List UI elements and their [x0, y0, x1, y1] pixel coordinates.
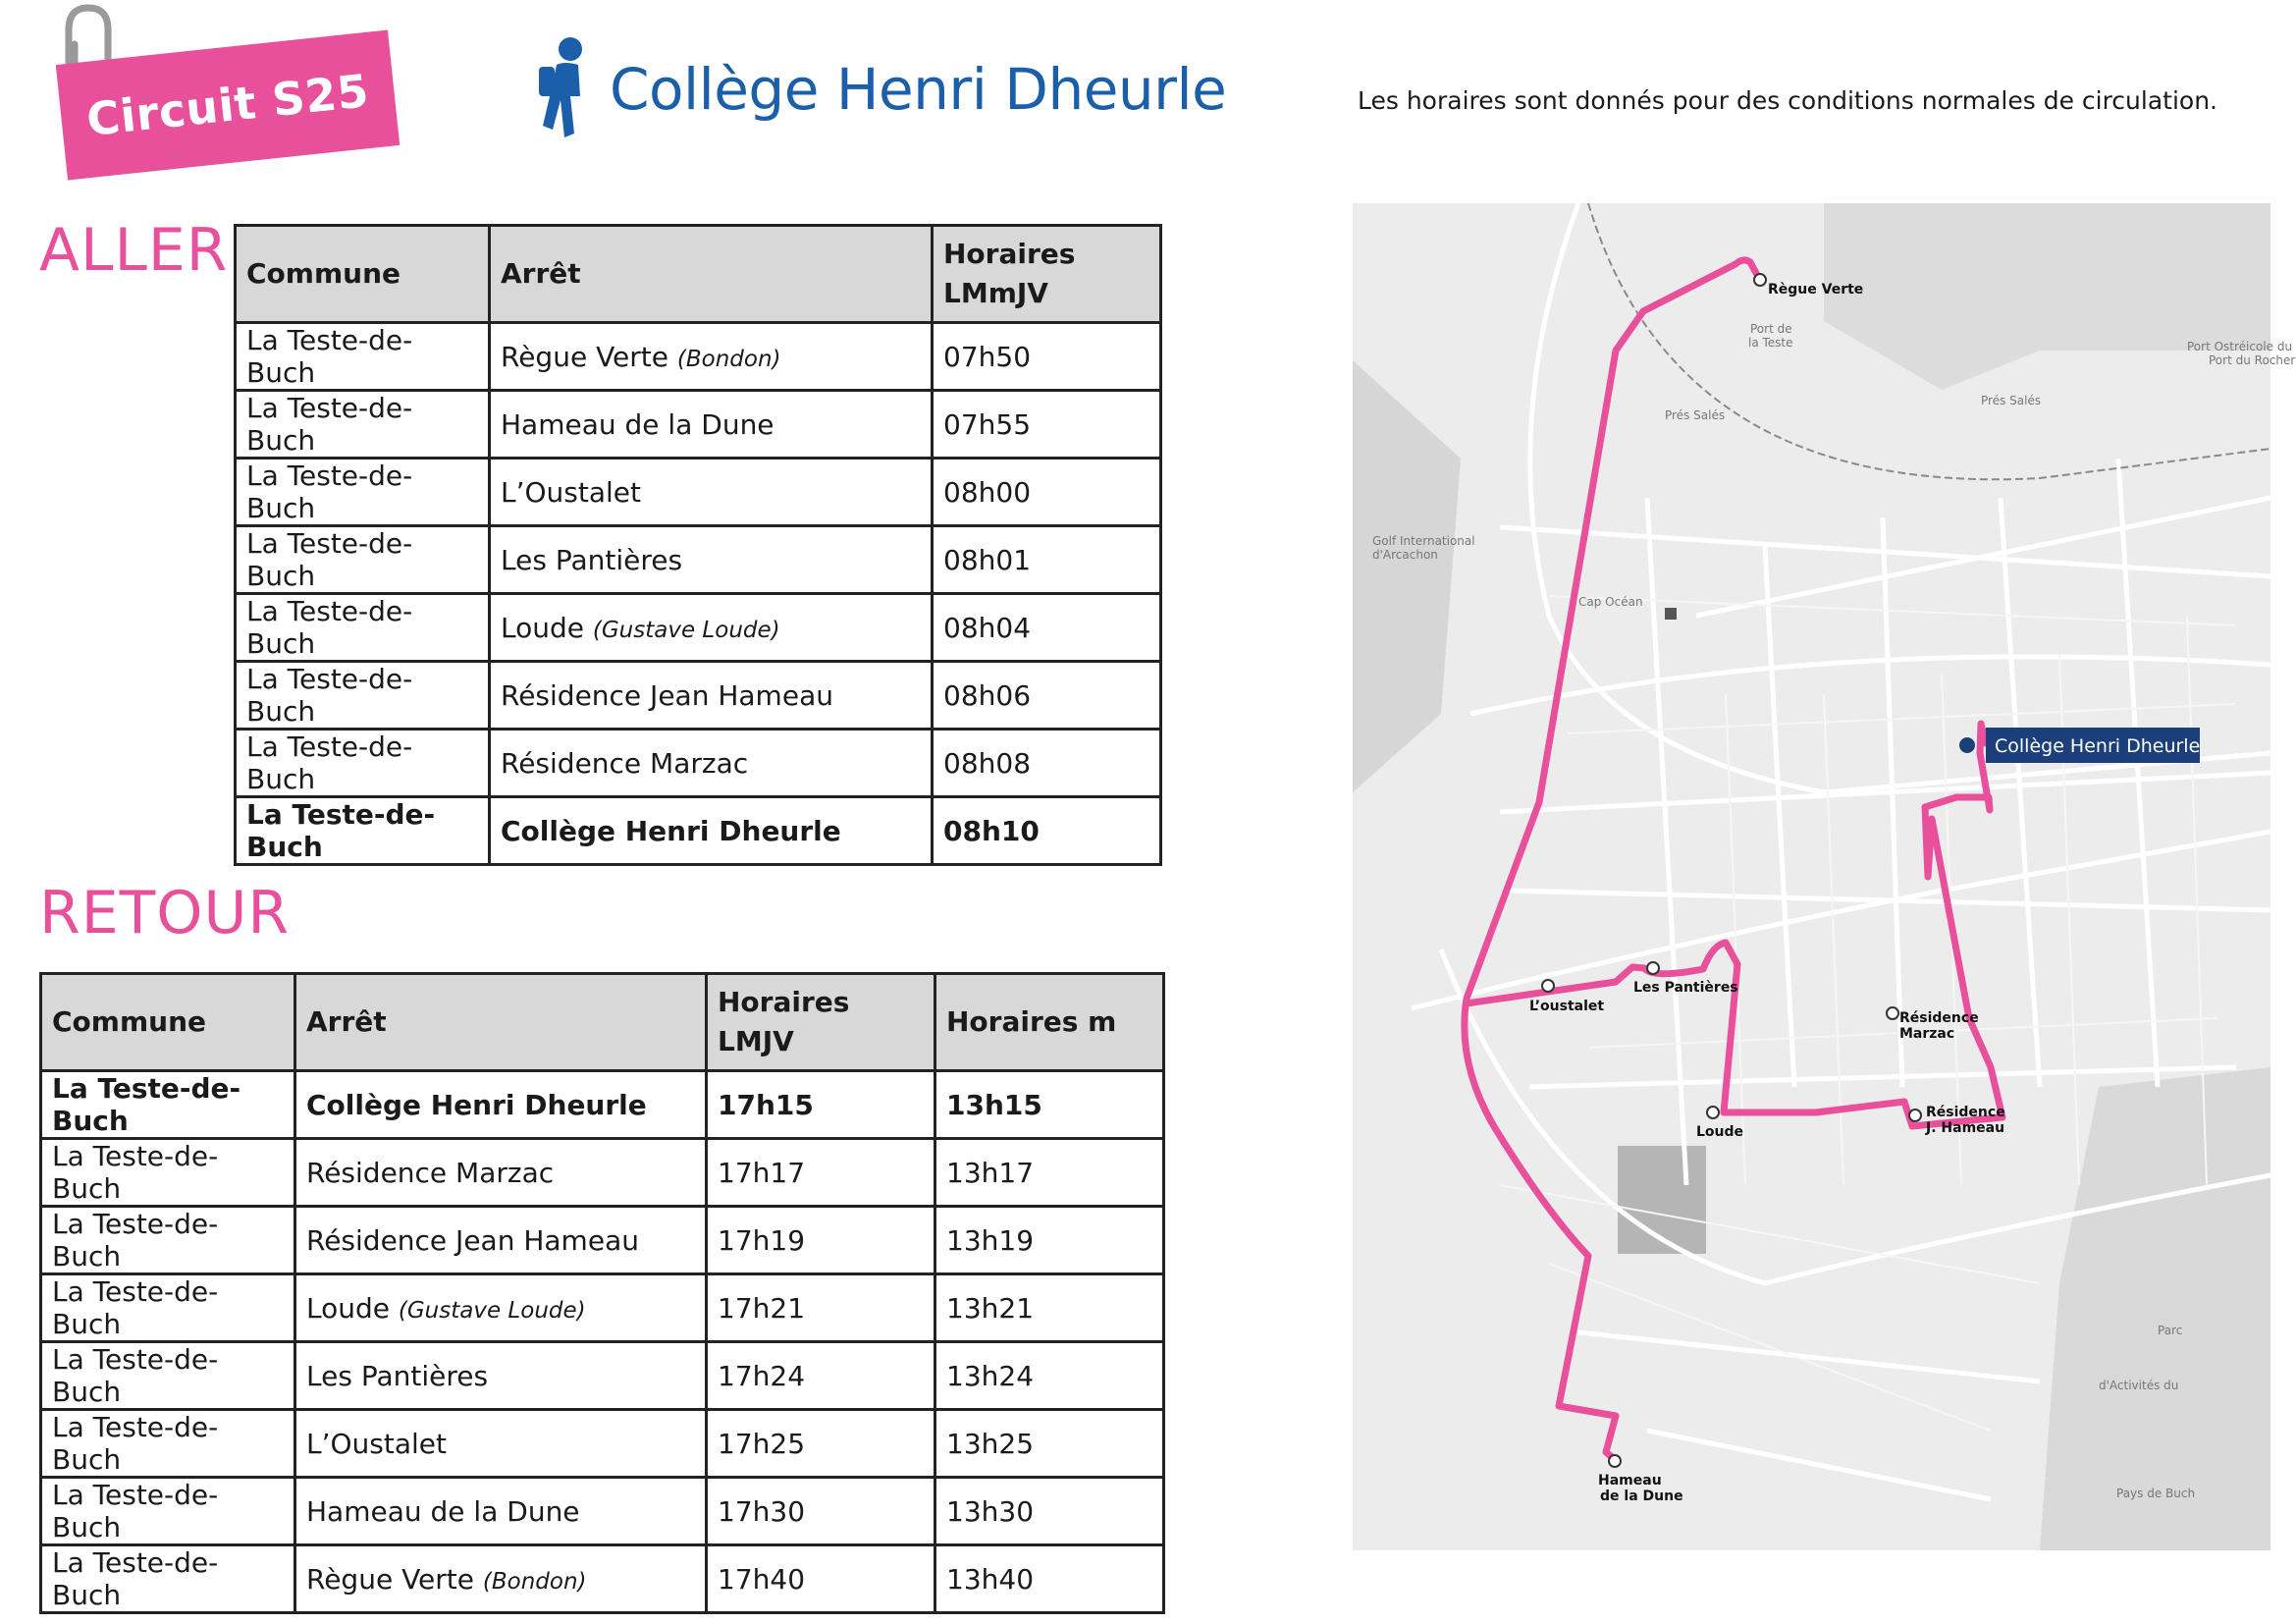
stop-name: Les Pantières: [501, 543, 683, 576]
commune-cell: La Teste-de-Buch: [41, 1342, 295, 1410]
stop-label-marzac: Marzac: [1899, 1026, 1955, 1042]
place-label: Port du Rocher: [2209, 353, 2296, 367]
stop-note: (Gustave Loude): [592, 617, 780, 643]
time-cell: 08h00: [933, 459, 1161, 526]
time-lmjv-cell: 17h15: [707, 1071, 935, 1139]
time-cell: 07h50: [933, 323, 1161, 391]
circuit-label: Circuit S25: [83, 64, 372, 146]
commune-cell: La Teste-de-Buch: [236, 594, 490, 662]
commune-cell: La Teste-de-Buch: [41, 1545, 295, 1613]
table-row: [41, 1071, 1164, 1139]
header-arret: Arrêt: [295, 974, 707, 1071]
stop-label-regue-verte: Règue Verte: [1768, 282, 1864, 298]
commune-cell: La Teste-de-Buch: [41, 1071, 295, 1139]
student-icon: [535, 35, 596, 143]
header-arret: Arrêt: [490, 226, 933, 323]
time-lmjv-cell: 17h30: [707, 1478, 935, 1545]
stop-name: Les Pantières: [306, 1359, 489, 1392]
stop-label-oustalet: L’oustalet: [1529, 999, 1605, 1014]
station-icon: [1665, 608, 1677, 620]
stop-name-cell: [295, 1545, 707, 1613]
stop-name-cell: [295, 1478, 707, 1545]
time-cell: 08h01: [933, 526, 1161, 594]
stop-label-marzac: Résidence: [1899, 1010, 1979, 1026]
commune-cell: La Teste-de-Buch: [41, 1478, 295, 1545]
time-cell: 08h10: [933, 797, 1161, 865]
table-row: [41, 1410, 1164, 1478]
time-m-cell: 13h30: [935, 1478, 1164, 1545]
time-cell: 08h04: [933, 594, 1161, 662]
time-lmjv-cell: 17h21: [707, 1274, 935, 1342]
stop-label-loude: Loude: [1696, 1124, 1744, 1140]
time-m-cell: 13h24: [935, 1342, 1164, 1410]
time-lmjv-cell: 17h40: [707, 1545, 935, 1613]
stop-name: Hameau de la Dune: [306, 1494, 580, 1528]
time-m-cell: 13h19: [935, 1207, 1164, 1274]
stop-name-cell: [490, 391, 933, 459]
table-row: [41, 1274, 1164, 1342]
time-lmjv-cell: 17h17: [707, 1139, 935, 1207]
header-horaires-lmjv: [707, 974, 935, 1071]
stop-marker: [1707, 1107, 1719, 1118]
table-row: [41, 1342, 1164, 1410]
stop-label-hameau-dune: Hameau: [1598, 1473, 1662, 1489]
stop-name: Règue Verte: [306, 1562, 474, 1596]
time-lmjv-cell: 17h25: [707, 1410, 935, 1478]
table-row: [236, 594, 1161, 662]
place-label: d'Activités du: [2099, 1379, 2179, 1392]
time-m-cell: 13h17: [935, 1139, 1164, 1207]
place-label: la Teste: [1748, 336, 1793, 350]
table-header-row: [236, 226, 1161, 323]
stop-label-hameau-dune: de la Dune: [1600, 1489, 1683, 1504]
header-horaires-text: Horaires LMmJV: [943, 238, 1076, 309]
school-header: [535, 35, 1226, 143]
stop-name-cell: [295, 1071, 707, 1139]
stop-name-cell: [295, 1274, 707, 1342]
commune-cell: La Teste-de-Buch: [236, 797, 490, 865]
stop-note: (Bondon): [482, 1568, 587, 1595]
stop-name: Collège Henri Dheurle: [306, 1088, 647, 1121]
stop-name: Résidence Marzac: [501, 746, 749, 780]
place-label: Cap Océan: [1578, 595, 1643, 609]
commune-cell: La Teste-de-Buch: [236, 391, 490, 459]
table-row: [41, 1139, 1164, 1207]
stop-name-cell: [490, 662, 933, 730]
time-cell: 07h55: [933, 391, 1161, 459]
traffic-notice: Les horaires sont donnés pour des conditions normales de circulation.: [1358, 86, 2218, 115]
stop-name-cell: [490, 730, 933, 797]
college-tag-label: Collège Henri Dheurle: [1995, 735, 2201, 757]
stop-name-cell: [490, 526, 933, 594]
table-header-row: [41, 974, 1164, 1071]
commune-cell: La Teste-de-Buch: [41, 1139, 295, 1207]
time-m-cell: 13h40: [935, 1545, 1164, 1613]
place-label: Pays de Buch: [2116, 1487, 2196, 1500]
table-row: [41, 1478, 1164, 1545]
table-row: [236, 323, 1161, 391]
place-label: Parc: [2158, 1324, 2183, 1337]
table-row: [236, 391, 1161, 459]
header-horaires: [933, 226, 1161, 323]
commune-cell: La Teste-de-Buch: [236, 459, 490, 526]
header-horaires-lmjv-text: Horaires LMJV: [718, 986, 850, 1057]
stop-label-jean-hameau: J. Hameau: [1926, 1120, 2005, 1136]
stop-name-cell: [295, 1342, 707, 1410]
stop-name: Résidence Jean Hameau: [501, 678, 833, 712]
stop-marker: [1542, 980, 1554, 992]
stop-name: Résidence Jean Hameau: [306, 1223, 639, 1257]
time-cell: 08h06: [933, 662, 1161, 730]
time-m-cell: 13h21: [935, 1274, 1164, 1342]
stop-note: (Gustave Loude): [398, 1297, 586, 1324]
aller-table: [234, 224, 1162, 866]
retour-table: [39, 972, 1165, 1614]
table-row: [236, 526, 1161, 594]
stop-label-jean-hameau: Résidence: [1926, 1105, 2005, 1120]
time-cell: 08h08: [933, 730, 1161, 797]
commune-cell: La Teste-de-Buch: [41, 1410, 295, 1478]
table-row: [236, 730, 1161, 797]
stop-label-pantieres: Les Pantières: [1633, 980, 1738, 996]
header-commune: Commune: [236, 226, 490, 323]
commune-cell: La Teste-de-Buch: [41, 1207, 295, 1274]
stop-name: Règue Verte: [501, 340, 668, 373]
college-marker: [1959, 737, 1975, 753]
stop-name-cell: [490, 459, 933, 526]
stop-name: Résidence Marzac: [306, 1156, 555, 1189]
route-map-svg: [1353, 203, 2296, 1550]
header-commune: Commune: [41, 974, 295, 1071]
header-horaires-m-text: Horaires m: [946, 1005, 1117, 1038]
place-label: Prés Salés: [1981, 394, 2042, 407]
retour-title: RETOUR: [39, 879, 291, 947]
place-label: Prés Salés: [1665, 408, 1726, 422]
stop-marker: [1609, 1455, 1621, 1467]
table-row: [41, 1545, 1164, 1613]
table-row: [41, 1207, 1164, 1274]
stop-marker: [1887, 1007, 1898, 1019]
place-label: d'Arcachon: [1372, 548, 1438, 562]
stop-name: Loude: [501, 611, 584, 644]
stop-name-cell: [490, 797, 933, 865]
time-lmjv-cell: 17h24: [707, 1342, 935, 1410]
time-lmjv-cell: 17h19: [707, 1207, 935, 1274]
time-m-cell: 13h25: [935, 1410, 1164, 1478]
table-row: [236, 662, 1161, 730]
commune-cell: La Teste-de-Buch: [41, 1274, 295, 1342]
commune-cell: La Teste-de-Buch: [236, 730, 490, 797]
commune-cell: La Teste-de-Buch: [236, 323, 490, 391]
stop-marker: [1647, 962, 1659, 974]
place-label: Port Ostréicole du: [2187, 340, 2293, 353]
stop-name-cell: [295, 1139, 707, 1207]
stop-name-cell: [490, 323, 933, 391]
school-name: Collège Henri Dheurle: [610, 56, 1227, 123]
place-label: Port de: [1750, 322, 1792, 336]
time-m-cell: 13h15: [935, 1071, 1164, 1139]
place-label: Golf International: [1372, 534, 1475, 548]
stop-name: Collège Henri Dheurle: [501, 814, 841, 847]
commune-cell: La Teste-de-Buch: [236, 662, 490, 730]
stop-marker: [1754, 274, 1766, 286]
stop-name: Hameau de la Dune: [501, 407, 774, 441]
stop-name: L’Oustalet: [501, 475, 641, 509]
route-map: [1353, 203, 2296, 1550]
stop-name: L’Oustalet: [306, 1427, 447, 1460]
aller-title: ALLER: [39, 216, 229, 285]
stop-marker: [1909, 1110, 1921, 1121]
table-row: [236, 459, 1161, 526]
commune-cell: La Teste-de-Buch: [236, 526, 490, 594]
stop-name-cell: [295, 1207, 707, 1274]
stop-note: (Bondon): [676, 346, 781, 372]
table-row: [236, 797, 1161, 865]
header-horaires-m: [935, 974, 1164, 1071]
stop-name-cell: [490, 594, 933, 662]
stop-name: Loude: [306, 1291, 390, 1325]
stop-name-cell: [295, 1410, 707, 1478]
